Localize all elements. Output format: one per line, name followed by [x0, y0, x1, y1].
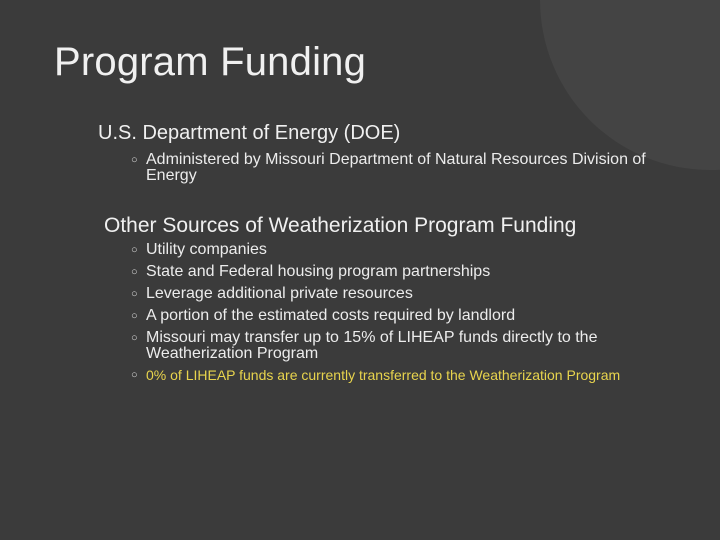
highlight-note — [131, 367, 666, 383]
list-item — [131, 263, 686, 280]
circle-bullet-icon: ○ — [131, 266, 138, 278]
list-item-text: State and Federal housing program partnerships — [146, 263, 491, 280]
section-heading-other-sources: Other Sources of Weatherization Program Funding — [104, 214, 577, 237]
list-item — [131, 285, 686, 302]
list-item-text: Utility companies — [146, 241, 267, 258]
list-item-text: A portion of the estimated costs required by landlord — [146, 307, 516, 324]
circle-bullet-icon: ○ — [131, 310, 138, 322]
circle-bullet-icon: ○ — [131, 154, 138, 166]
circle-bullet-icon: ○ — [131, 369, 138, 381]
list-item-text: Leverage additional private resources — [146, 285, 413, 302]
list-item — [131, 241, 686, 258]
slide-title: Program Funding — [54, 40, 367, 84]
list-item — [131, 329, 666, 362]
doe-sub-list — [131, 151, 686, 190]
list-item — [131, 307, 686, 324]
list-item — [131, 151, 686, 184]
decorative-circle — [540, 0, 720, 170]
circle-bullet-icon: ○ — [131, 332, 138, 344]
circle-bullet-icon: ○ — [131, 288, 138, 300]
section-heading-doe: U.S. Department of Energy (DOE) — [98, 122, 401, 144]
circle-bullet-icon: ○ — [131, 244, 138, 256]
other-sources-sub-list — [131, 241, 686, 368]
list-item-text: Missouri may transfer up to 15% of LIHEAP funds directly to the Weatherization Program — [146, 329, 598, 362]
highlight-note-text: 0% of LIHEAP funds are currently transferred to the Weatherization Program — [146, 367, 621, 383]
list-item-text: Administered by Missouri Department of Natural Resources Division of Energy — [146, 151, 646, 184]
